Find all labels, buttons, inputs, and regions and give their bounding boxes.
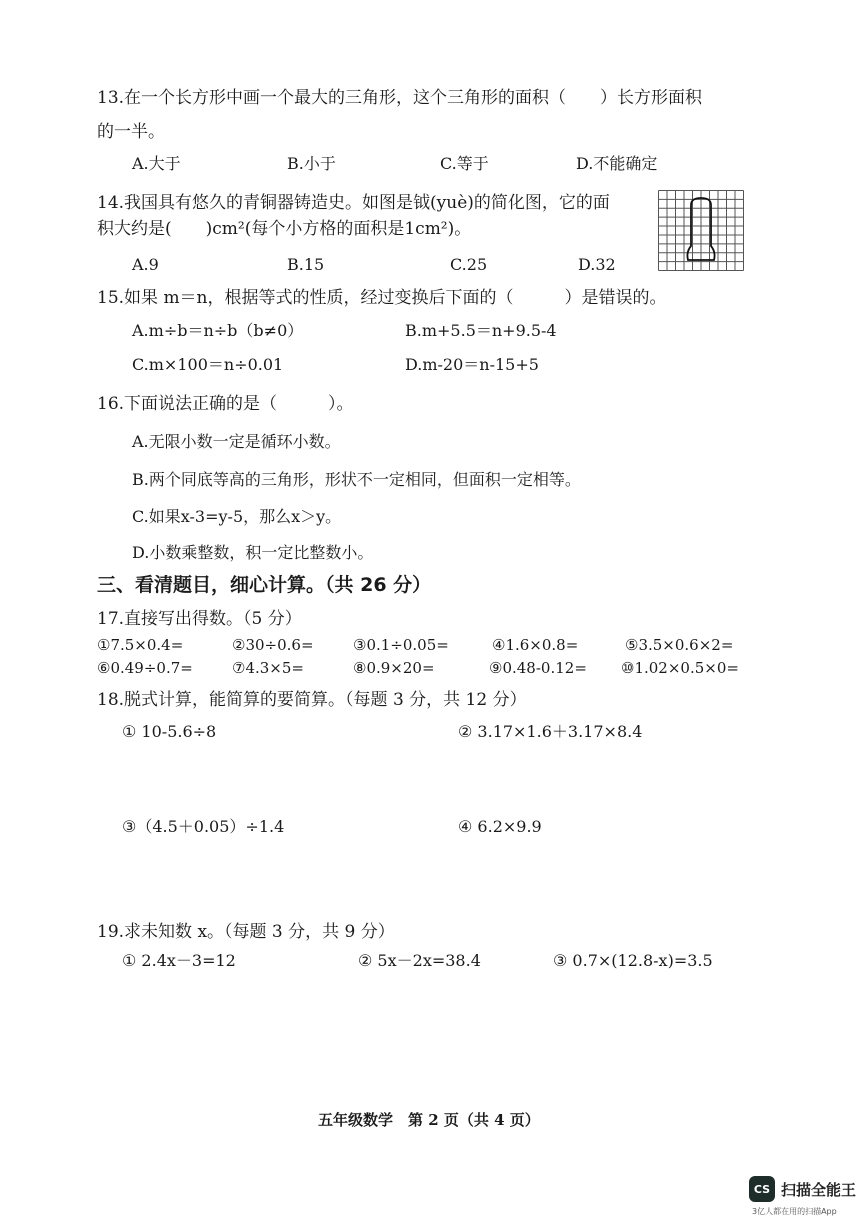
q16-stem: 16.下面说法正确的是（ ）。 [97,394,354,414]
q19-item-2: ② 5x－2x=38.4 [358,951,481,970]
q16-option-b: B.两个同底等高的三角形，形状不一定相同，但面积一定相等。 [132,470,581,489]
q14-stem-line2: 积大约是( )cm²(每个小方格的面积是1cm²)。 [97,219,472,239]
q15-option-b: B.m+5.5＝n+9.5-4 [405,321,557,340]
q16-option-a: A.无限小数一定是循环小数。 [132,432,341,451]
q17-item-2: ②30÷0.6= [232,636,314,654]
q14-option-b: B.15 [287,255,325,274]
cs-logo-icon: CS [749,1176,775,1202]
q15-stem: 15.如果 m＝n，根据等式的性质，经过变换后下面的（ ）是错误的。 [97,288,667,308]
q17-item-3: ③0.1÷0.05= [353,636,449,654]
q19-item-1: ① 2.4x－3=12 [122,951,236,970]
q13-option-c: C.等于 [440,154,489,173]
q19-item-3: ③ 0.7×(12.8-x)=3.5 [553,951,713,970]
q13-option-a: A.大于 [132,154,181,173]
q18-item-1: ① 10-5.6÷8 [122,722,217,741]
q15-option-a: A.m÷b＝n÷b（b≠0） [132,321,304,340]
q13-stem-line2: 的一半。 [97,122,165,142]
q18-stem: 18.脱式计算，能简算的要简算。（每题 3 分，共 12 分） [97,690,527,710]
q17-item-5: ⑤3.5×0.6×2= [625,636,734,654]
q15-option-d: D.m-20＝n-15+5 [405,355,539,374]
q17-item-8: ⑧0.9×20= [353,659,435,677]
section-3-heading: 三、看清题目，细心计算。（共 26 分） [97,574,432,596]
q17-item-4: ④1.6×0.8= [492,636,579,654]
q13-option-d: D.不能确定 [576,154,658,173]
q14-option-a: A.9 [132,255,159,274]
q16-option-d: D.小数乘整数，积一定比整数小。 [132,543,374,562]
q18-item-4: ④ 6.2×9.9 [458,817,542,836]
q14-option-c: C.25 [450,255,488,274]
scanner-watermark [749,1176,856,1202]
yue-axe-grid-figure [658,190,744,271]
q17-stem: 17.直接写出得数。（5 分） [97,609,302,629]
q14-stem-line1: 14.我国具有悠久的青铜器铸造史。如图是钺(yuè)的简化图，它的面 [97,193,610,213]
q18-item-3: ③（4.5＋0.05）÷1.4 [122,817,285,836]
watermark-subtitle: 3亿人都在用的扫描App [752,1207,837,1216]
q17-item-10: ⑩1.02×0.5×0= [621,659,739,677]
q14-option-d: D.32 [578,255,616,274]
q13-option-b: B.小于 [287,154,336,173]
watermark-name: 扫描全能王 [781,1180,857,1199]
q17-item-6: ⑥0.49÷0.7= [97,659,193,677]
page-footer: 五年级数学 第 2 页（共 4 页） [318,1111,540,1129]
q17-item-7: ⑦4.3×5= [232,659,304,677]
q18-item-2: ② 3.17×1.6＋3.17×8.4 [458,722,643,741]
q17-item-9: ⑨0.48-0.12= [489,659,587,677]
q19-stem: 19.求未知数 x。（每题 3 分，共 9 分） [97,922,395,942]
q13-stem-line1: 13.在一个长方形中画一个最大的三角形，这个三角形的面积（ ）长方形面积 [97,88,703,108]
q16-option-c: C.如果x-3=y-5，那么x＞y。 [132,507,342,526]
q15-option-c: C.m×100＝n÷0.01 [132,355,284,374]
q17-item-1: ①7.5×0.4= [97,636,184,654]
